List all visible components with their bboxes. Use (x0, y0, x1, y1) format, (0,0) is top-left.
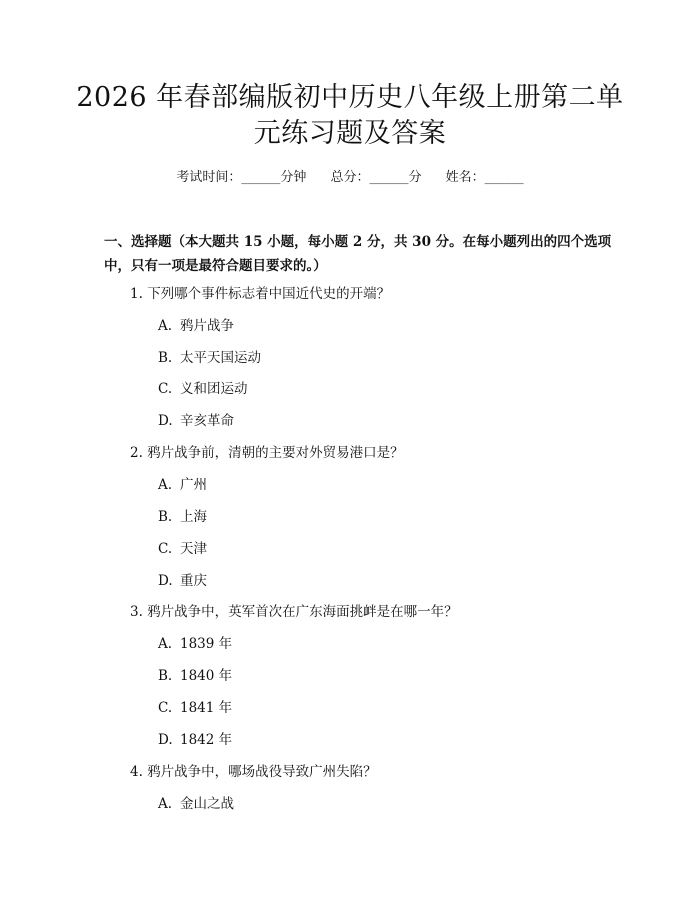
option-label: D. (158, 413, 173, 429)
option-text: 辛亥革命 (180, 413, 234, 429)
option-2d (158, 569, 207, 589)
option-label: B. (158, 668, 173, 684)
option-label: A. (158, 477, 173, 493)
question-1 (130, 282, 390, 302)
total-score: 总分：______分 (330, 170, 422, 185)
title-line-2: 元练习题及答案 (253, 118, 447, 149)
option-text: 1842 年 (180, 732, 233, 748)
option-2b (158, 505, 207, 525)
question-text: 鸦片战争前，清朝的主要对外贸易港口是？ (147, 445, 404, 461)
option-2c (158, 537, 207, 557)
option-3c (158, 696, 232, 716)
option-label: B. (158, 509, 173, 525)
question-text: 下列哪个事件标志着中国近代史的开端？ (147, 286, 391, 302)
question-number: 4. (130, 764, 143, 780)
question-text: 鸦片战争中，英军首次在广东海面挑衅是在哪一年？ (147, 604, 458, 620)
option-text: 1840 年 (180, 668, 233, 684)
option-text: 1839 年 (180, 636, 233, 652)
option-text: 1841 年 (180, 700, 233, 716)
option-label: C. (158, 700, 173, 716)
option-text: 义和团运动 (180, 381, 248, 397)
section-heading: 一、选择题（本大题共 15 小题，每小题 2 分，共 30 分。在每小题列出的四个选项中，只有一项是最符合题目要求的。） (104, 234, 612, 274)
option-1d (158, 409, 234, 429)
option-text: 广州 (180, 477, 207, 493)
option-label: B. (158, 350, 173, 366)
option-1b (158, 346, 261, 366)
option-label: D. (158, 573, 173, 589)
option-3d (158, 728, 232, 748)
option-2a (158, 473, 207, 493)
option-label: C. (158, 541, 173, 557)
question-number: 1. (130, 286, 143, 302)
option-text: 天津 (180, 541, 207, 557)
option-label: A. (158, 636, 173, 652)
student-name: 姓名：______ (445, 170, 524, 185)
option-label: D. (158, 732, 173, 748)
option-text: 金山之战 (180, 796, 234, 812)
option-1a (158, 314, 234, 334)
exam-info (0, 166, 700, 185)
option-text: 重庆 (180, 573, 207, 589)
option-text: 太平天国运动 (180, 350, 261, 366)
option-label: A. (158, 318, 173, 334)
question-2 (130, 441, 404, 461)
title-line-1: 2026 年春部编版初中历史八年级上册第二单 (76, 82, 624, 113)
exam-time: 考试时间：______分钟 (176, 170, 307, 185)
question-number: 2. (130, 445, 143, 461)
question-number: 3. (130, 604, 143, 620)
option-label: A. (158, 796, 173, 812)
option-text: 上海 (180, 509, 207, 525)
option-text: 鸦片战争 (180, 318, 234, 334)
question-text: 鸦片战争中，哪场战役导致广州失陷？ (147, 764, 377, 780)
question-4 (130, 760, 377, 780)
question-3 (130, 600, 458, 620)
option-1c (158, 377, 248, 397)
option-label: C. (158, 381, 173, 397)
option-3a (158, 632, 232, 652)
document-title (60, 80, 640, 152)
option-4a (158, 792, 234, 812)
option-3b (158, 664, 232, 684)
